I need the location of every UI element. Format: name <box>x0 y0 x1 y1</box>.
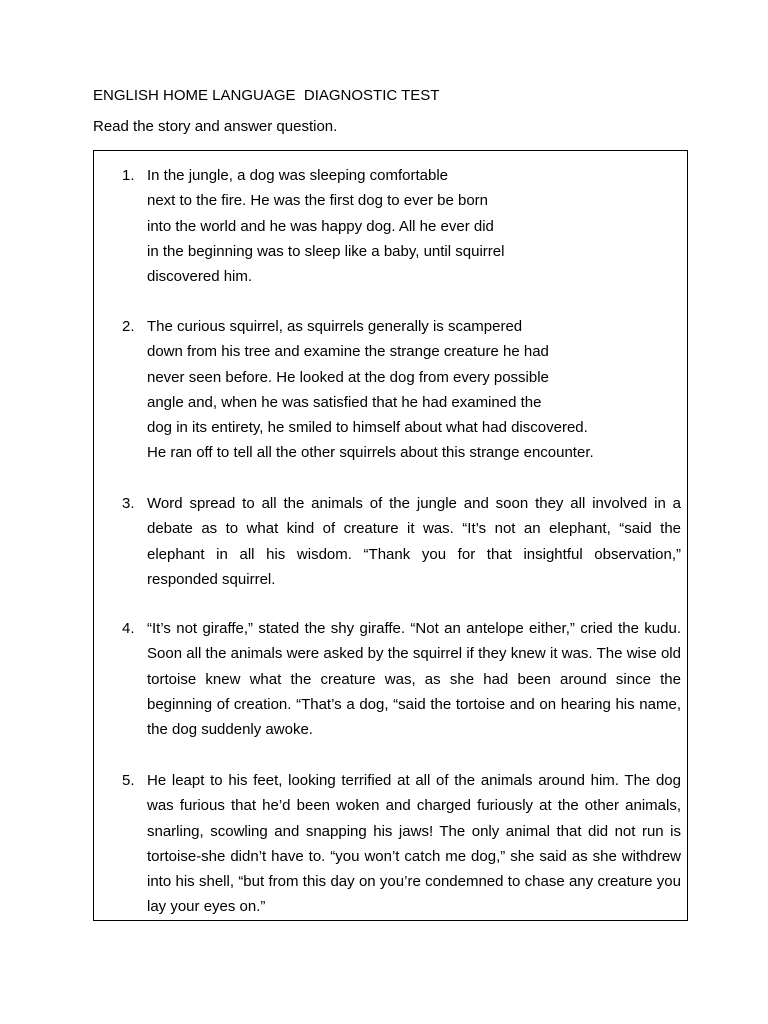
paragraph-text: Word spread to all the animals of the jungle and soon they all involved in a debate as to what kind of creature it was. “It’s not an elephant, “said the elephant in all his wisdom. “Thank you for that insightful observation,” responded squirrel. <box>147 495 681 588</box>
paragraph-text: He leapt to his feet, looking terrified at all of the animals around him. The dog was furious that he’d been woken and charged furiously at the other animals, snarling, scowling and snapping his jaws! The only animal that did not run is tortoise-she didn’t have to. “you won’t catch me dog,” she said as she withdrew into his shell, “but from this day on you’re condemned to chase any creature you lay your eyes on.” <box>147 772 681 916</box>
paragraph-number: 2. <box>122 318 135 335</box>
paragraph-line: into the world and he was happy dog. All he ever did <box>147 217 494 235</box>
instruction-text: Read the story and answer question. <box>93 118 338 135</box>
paragraph-line: next to the fire. He was the first dog to ever be born <box>147 192 489 210</box>
paragraph-text: “It’s not giraffe,” stated the shy giraffe. “Not an antelope either,” cried the kudu. Soon all the animals were asked by the squirrel if they knew it was. The wise old tortoise knew what the creature was, as she had been around since the beginning of creation. “That’s a dog, “said the tortoise and on hearing his name, the dog suddenly awoke. <box>147 620 681 739</box>
paragraph-number: 3. <box>122 495 135 512</box>
paragraph-line: discovered him. <box>147 268 253 286</box>
paragraph-line: never seen before. He looked at the dog from every possible <box>147 368 549 386</box>
paragraph-line: dog in its entirety, he smiled to himself about what had discovered. <box>147 419 588 437</box>
story-paragraph-3 <box>122 491 682 592</box>
page-title: ENGLISH HOME LANGUAGE DIAGNOSTIC TEST <box>93 87 440 104</box>
paragraph-line: down from his tree and examine the strange creature he had <box>147 343 549 361</box>
story-paragraph-2 <box>122 314 682 466</box>
paragraph-number: 5. <box>122 772 135 789</box>
paragraph-line: The curious squirrel, as squirrels generally is scampered <box>147 318 523 335</box>
story-paragraph-1 <box>122 163 682 289</box>
paragraph-number: 1. <box>122 167 135 184</box>
story-box <box>93 150 688 921</box>
paragraph-line: angle and, when he was satisfied that he had examined the <box>147 393 542 411</box>
story-paragraph-5 <box>122 768 682 920</box>
story-paragraph-4 <box>122 616 682 742</box>
paragraph-line: in the beginning was to sleep like a baby, until squirrel <box>147 242 505 260</box>
paragraph-line: He ran off to tell all the other squirrels about this strange encounter. <box>147 444 594 462</box>
paragraph-line: In the jungle, a dog was sleeping comfortable <box>147 167 449 184</box>
paragraph-number: 4. <box>122 620 135 637</box>
